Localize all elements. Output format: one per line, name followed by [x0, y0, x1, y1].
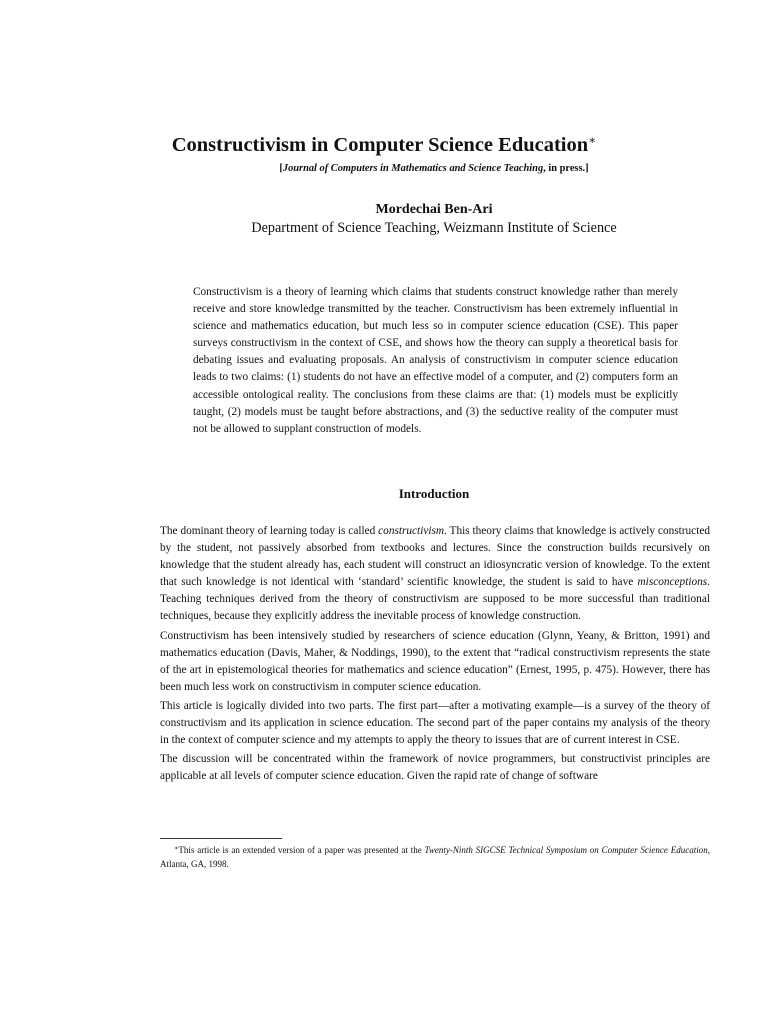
paper-title: [0, 133, 768, 157]
footnote-text-a: This article is an extended version of a paper was presented at the: [178, 845, 425, 855]
paragraph-1-part-c: . Teaching techniques derived from the theory of constructivism are supposed to be more successful than traditional techniques, because they explicitly address the inevitable process of knowledge construction.: [160, 576, 710, 623]
term-misconceptions: misconceptions: [637, 576, 708, 589]
footnote-text-b: , Atlanta, GA, 1998.: [160, 845, 710, 869]
title-text: Constructivism in Computer Science Education: [171, 134, 589, 156]
footnote-mark: ∗: [174, 845, 179, 852]
abstract: Constructivism is a theory of learning which claims that students construct knowledge rather than merely receive and store knowledge transmitted by the teacher. Constructivism has been extremely influential in science and mathematics education, but much less so in computer science education (CSE). This paper surveys constructivism in the context of CSE, and shows how the theory can supply a theoretical basis for debating issues and evaluating proposals. An analysis of constructivism in computer science education leads to two claims: (1) students do not have an effective model of a computer, and (2) computers form an accessible ontological reality. The conclusions from these claims are that: (1) models must be explicitly taught, (2) models must be taught before abstractions, and (3) the seductive reality of the computer must not be allowed to supplant construction of models.: [193, 286, 678, 435]
section-heading-introduction: Introduction: [398, 486, 470, 501]
paragraph-2: Constructivism has been intensively studied by researchers of science education (Glynn, Yeany, & Britton, 1991) and mathematics education (Davis, Maher, & Noddings, 1990), to the extent that “radical constructivism represents the state of the art in epistemological theories for mathematics and science education” (Ernest, 1995, p. 475). However, there has been much less work on constructivism in computer science education.: [160, 629, 710, 693]
paragraph-1-part-a: The dominant theory of learning today is called: [160, 525, 379, 537]
footnote: [160, 842, 710, 871]
author-name: Mordechai Ben-Ari: [375, 202, 493, 217]
body-text: [160, 523, 710, 787]
term-constructivism: constructivism: [378, 525, 445, 537]
footnote-rule: [160, 838, 282, 839]
paragraph-3: This article is logically divided into two parts. The first part—after a motivating example—is a survey of the theory of constructivism and its application in science education. The second part of the paper contains my analysis of the theory in the context of computer science and my attempts to apply the theory to issues that are of current interest in CSE.: [160, 699, 710, 747]
author-affiliation: Department of Science Teaching, Weizmann Institute of Science: [251, 220, 617, 236]
title-footnote-mark: ∗: [588, 133, 597, 147]
footnote-symposium-name: Twenty-Ninth SIGCSE Technical Symposium on Computer Science Education: [424, 845, 708, 855]
paragraph-4: The discussion will be concentrated within the framework of novice programmers, but constructivist principles are applicable at all levels of computer science education. Given the rapid rate of change of software: [160, 753, 710, 783]
journal-note: [0, 163, 768, 174]
journal-status: , in press.]: [543, 163, 589, 174]
paragraph-1-part-b: . This theory claims that knowledge is actively constructed by the student, not passively absorbed from textbooks and lectures. Since the construction builds recursively on knowledge that the student already has, each student will construct an idiosyncratic version of knowledge. To the extent that such knowledge is not identical with ‘standard’ scientific knowledge, the student is said to have: [160, 525, 710, 589]
journal-name: Journal of Computers in Mathematics and Science Teaching: [282, 163, 544, 174]
paragraph-1: [160, 523, 710, 626]
journal-bracket-open: [: [279, 163, 283, 174]
